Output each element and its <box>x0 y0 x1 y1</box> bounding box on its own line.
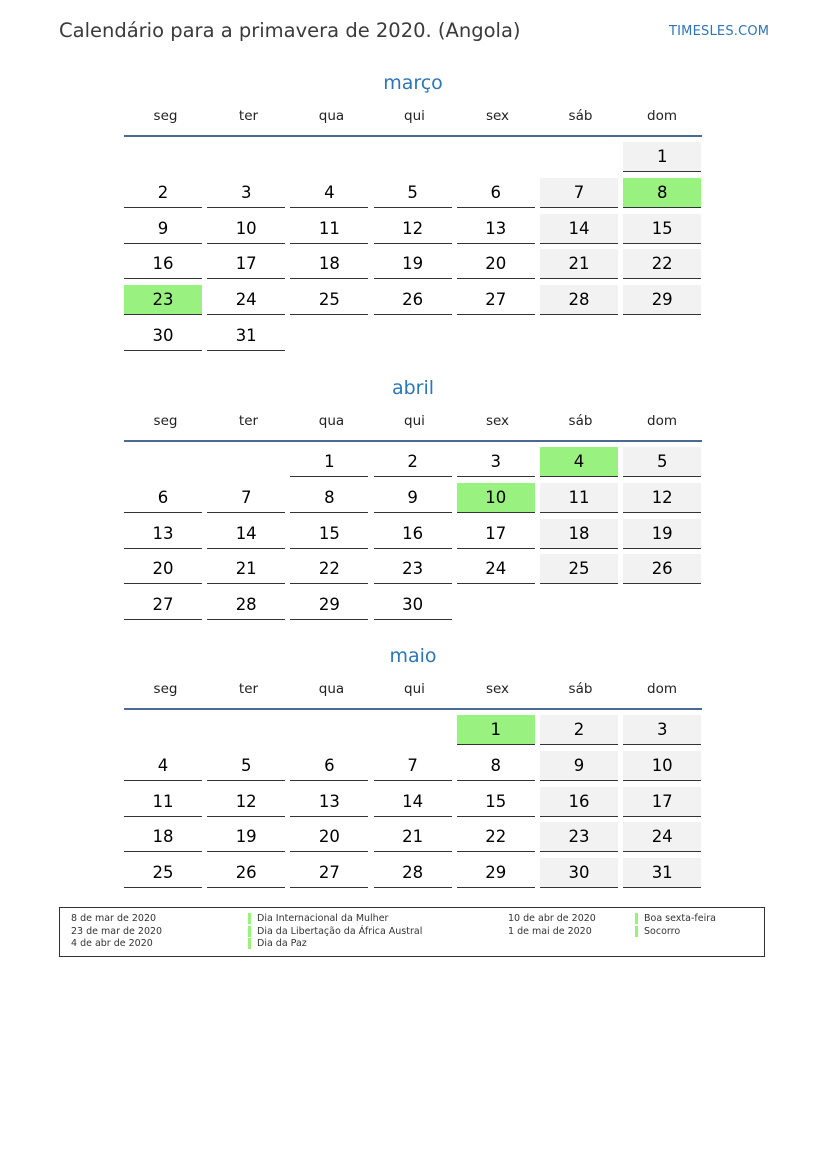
weekday-label: sex <box>485 108 510 124</box>
day-cell[interactable]: 19 <box>623 519 701 549</box>
legend-right-names <box>635 913 716 938</box>
legend-holiday-name: Dia da Libertação da África Austral <box>248 926 422 937</box>
day-cell[interactable]: 19 <box>374 249 452 279</box>
day-cell[interactable]: 17 <box>623 787 701 817</box>
day-cell[interactable]: 31 <box>623 858 701 888</box>
weekday-label: dom <box>647 681 677 697</box>
month-may <box>124 642 702 894</box>
day-cell[interactable]: 14 <box>540 214 618 244</box>
day-cell[interactable]: 13 <box>290 787 368 817</box>
day-cell[interactable]: 28 <box>374 858 452 888</box>
day-cell[interactable]: 17 <box>207 249 285 279</box>
day-cell[interactable]: 4 <box>290 178 368 208</box>
weekday-label: ter <box>238 108 259 124</box>
weekday-header <box>124 672 702 706</box>
weekday-label: seg <box>153 681 178 697</box>
day-grid <box>124 137 702 357</box>
day-cell[interactable]: 15 <box>623 214 701 244</box>
day-cell[interactable]: 16 <box>374 519 452 549</box>
day-cell[interactable]: 6 <box>124 483 202 513</box>
day-cell[interactable]: 20 <box>290 822 368 852</box>
day-cell[interactable]: 22 <box>623 249 701 279</box>
day-cell[interactable]: 18 <box>124 822 202 852</box>
weekday-label: ter <box>238 681 259 697</box>
day-cell[interactable]: 10 <box>623 751 701 781</box>
day-cell[interactable]: 9 <box>540 751 618 781</box>
day-cell[interactable]: 2 <box>374 447 452 477</box>
day-cell[interactable]: 25 <box>540 554 618 584</box>
day-cell[interactable]: 7 <box>540 178 618 208</box>
weekday-label: sáb <box>568 413 593 429</box>
holiday-day-cell[interactable]: 10 <box>457 483 535 513</box>
weekday-label: qui <box>404 108 425 124</box>
day-cell[interactable]: 27 <box>124 590 202 620</box>
day-cell[interactable]: 30 <box>124 321 202 351</box>
day-cell[interactable]: 4 <box>124 751 202 781</box>
day-cell[interactable]: 16 <box>540 787 618 817</box>
day-cell[interactable]: 8 <box>457 751 535 781</box>
holiday-day-cell[interactable]: 4 <box>540 447 618 477</box>
month-march <box>124 69 702 357</box>
holiday-day-cell[interactable]: 1 <box>457 715 535 745</box>
day-cell[interactable]: 13 <box>457 214 535 244</box>
day-cell[interactable]: 8 <box>290 483 368 513</box>
day-cell[interactable]: 21 <box>374 822 452 852</box>
day-cell[interactable]: 11 <box>540 483 618 513</box>
day-cell[interactable]: 14 <box>207 519 285 549</box>
weekday-label: qua <box>318 681 345 697</box>
day-cell[interactable]: 6 <box>457 178 535 208</box>
day-cell[interactable]: 2 <box>124 178 202 208</box>
day-cell[interactable]: 3 <box>207 178 285 208</box>
day-cell[interactable]: 3 <box>623 715 701 745</box>
day-cell[interactable]: 2 <box>540 715 618 745</box>
day-cell[interactable]: 27 <box>457 285 535 315</box>
day-cell[interactable]: 19 <box>207 822 285 852</box>
day-cell[interactable]: 18 <box>540 519 618 549</box>
day-cell[interactable]: 18 <box>290 249 368 279</box>
day-cell[interactable]: 7 <box>207 483 285 513</box>
day-cell[interactable]: 21 <box>207 554 285 584</box>
day-cell[interactable]: 22 <box>290 554 368 584</box>
holiday-day-cell[interactable]: 23 <box>124 285 202 315</box>
weekday-label: seg <box>153 413 178 429</box>
day-cell[interactable]: 14 <box>374 787 452 817</box>
weekday-label: ter <box>238 413 259 429</box>
day-cell[interactable]: 23 <box>374 554 452 584</box>
day-cell[interactable]: 26 <box>207 858 285 888</box>
day-cell[interactable]: 17 <box>457 519 535 549</box>
weekday-label: sex <box>485 413 510 429</box>
weekday-header <box>124 404 702 438</box>
day-cell[interactable]: 29 <box>457 858 535 888</box>
day-cell[interactable]: 9 <box>124 214 202 244</box>
day-cell[interactable]: 28 <box>540 285 618 315</box>
day-grid <box>124 710 702 894</box>
day-cell[interactable]: 3 <box>457 447 535 477</box>
day-cell[interactable]: 11 <box>290 214 368 244</box>
legend-left-dates <box>71 913 162 951</box>
day-cell[interactable]: 30 <box>374 590 452 620</box>
day-cell[interactable]: 24 <box>457 554 535 584</box>
legend-date: 10 de abr de 2020 <box>508 913 596 924</box>
day-cell[interactable]: 1 <box>290 447 368 477</box>
day-cell[interactable]: 9 <box>374 483 452 513</box>
page-title: Calendário para a primavera de 2020. (Angola) <box>59 19 521 42</box>
weekday-label: sáb <box>568 108 593 124</box>
legend-holiday-name: Boa sexta-feira <box>635 913 716 924</box>
day-cell[interactable]: 20 <box>457 249 535 279</box>
day-cell[interactable]: 22 <box>457 822 535 852</box>
weekday-header <box>124 99 702 133</box>
weekday-label: qui <box>404 413 425 429</box>
day-cell[interactable]: 28 <box>207 590 285 620</box>
day-cell[interactable]: 7 <box>374 751 452 781</box>
weekday-label: qua <box>318 108 345 124</box>
weekday-label: dom <box>647 108 677 124</box>
day-cell[interactable]: 29 <box>623 285 701 315</box>
day-cell[interactable]: 12 <box>623 483 701 513</box>
day-cell[interactable]: 16 <box>124 249 202 279</box>
day-cell[interactable]: 11 <box>124 787 202 817</box>
day-cell[interactable]: 26 <box>623 554 701 584</box>
holiday-day-cell[interactable]: 8 <box>623 178 701 208</box>
legend-holiday-name: Socorro <box>635 926 680 937</box>
day-cell[interactable]: 15 <box>290 519 368 549</box>
weekday-label: seg <box>153 108 178 124</box>
day-cell[interactable]: 15 <box>457 787 535 817</box>
day-cell[interactable]: 25 <box>124 858 202 888</box>
day-cell[interactable]: 31 <box>207 321 285 351</box>
legend-holiday-name: Dia da Paz <box>248 938 307 949</box>
day-cell[interactable]: 21 <box>540 249 618 279</box>
legend-holiday-name: Dia Internacional da Mulher <box>248 913 388 924</box>
day-cell[interactable]: 13 <box>124 519 202 549</box>
legend-date: 1 de mai de 2020 <box>508 925 592 937</box>
day-cell[interactable]: 12 <box>374 214 452 244</box>
day-cell[interactable]: 23 <box>540 822 618 852</box>
legend-right-dates <box>508 913 596 938</box>
day-cell[interactable]: 24 <box>623 822 701 852</box>
weekday-label: qua <box>318 413 345 429</box>
legend-left-names <box>248 913 422 951</box>
day-cell[interactable]: 5 <box>623 447 701 477</box>
day-grid <box>124 442 702 626</box>
day-cell[interactable]: 24 <box>207 285 285 315</box>
weekday-label: qui <box>404 681 425 697</box>
day-cell[interactable]: 10 <box>207 214 285 244</box>
holiday-legend <box>59 907 765 957</box>
legend-date: 4 de abr de 2020 <box>71 938 153 949</box>
day-cell[interactable]: 6 <box>290 751 368 781</box>
day-cell[interactable]: 12 <box>207 787 285 817</box>
weekday-label: dom <box>647 413 677 429</box>
day-cell[interactable]: 5 <box>374 178 452 208</box>
day-cell[interactable]: 26 <box>374 285 452 315</box>
month-title: abril <box>391 377 435 399</box>
day-cell[interactable]: 1 <box>623 142 701 172</box>
day-cell[interactable]: 27 <box>290 858 368 888</box>
brand-link[interactable]: TIMESLES.COM <box>669 24 770 39</box>
legend-date: 8 de mar de 2020 <box>71 913 157 924</box>
day-cell[interactable]: 25 <box>290 285 368 315</box>
month-title: março <box>383 72 443 94</box>
month-title: maio <box>389 645 437 667</box>
day-cell[interactable]: 20 <box>124 554 202 584</box>
weekday-label: sex <box>485 681 510 697</box>
day-cell[interactable]: 30 <box>540 858 618 888</box>
legend-date: 23 de mar de 2020 <box>71 925 163 937</box>
day-cell[interactable]: 29 <box>290 590 368 620</box>
month-april <box>124 374 702 626</box>
weekday-label: sáb <box>568 681 593 697</box>
day-cell[interactable]: 5 <box>207 751 285 781</box>
